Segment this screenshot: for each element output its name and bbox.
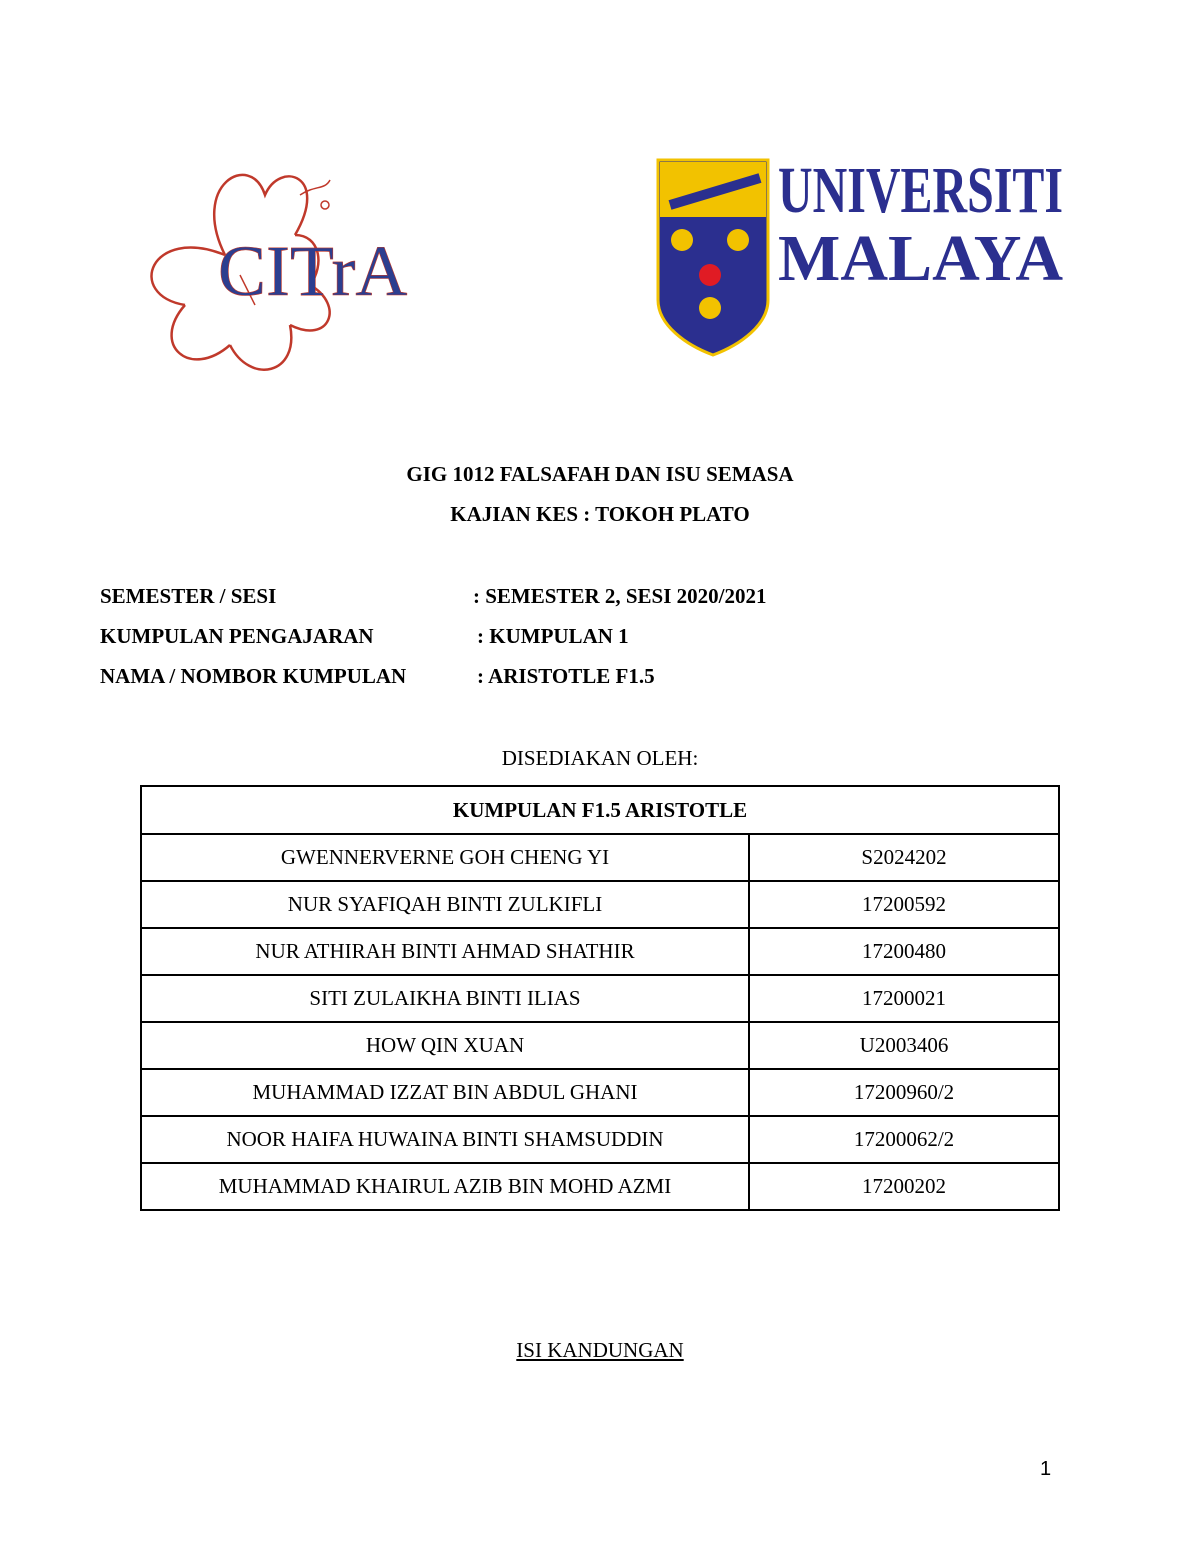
table-row (141, 834, 1059, 881)
member-name: MUHAMMAD IZZAT BIN ABDUL GHANI (141, 1069, 749, 1116)
universiti-malaya-logo (650, 150, 1070, 360)
info-label: KUMPULAN PENGAJARAN (100, 624, 374, 648)
course-title: GIG 1012 FALSAFAH DAN ISU SEMASA (406, 462, 794, 486)
members-table (140, 785, 1060, 1211)
member-id: 17200021 (749, 975, 1059, 1022)
info-label: NAMA / NOMBOR KUMPULAN (100, 664, 407, 688)
member-id: 17200480 (749, 928, 1059, 975)
table-row (141, 1022, 1059, 1069)
member-name: HOW QIN XUAN (141, 1022, 749, 1069)
member-name: SITI ZULAIKHA BINTI ILIAS (141, 975, 749, 1022)
member-name: GWENNERVERNE GOH CHENG YI (141, 834, 749, 881)
member-id: S2024202 (749, 834, 1059, 881)
info-value: : KUMPULAN 1 (477, 624, 629, 648)
member-name: NUR SYAFIQAH BINTI ZULKIFLI (141, 881, 749, 928)
info-label: SEMESTER / SESI (100, 584, 277, 608)
table-row (141, 928, 1059, 975)
member-id: 17200062/2 (749, 1116, 1059, 1163)
um-line2: MALAYA (778, 222, 1063, 295)
member-name: MUHAMMAD KHAIRUL AZIB BIN MOHD AZMI (141, 1163, 749, 1210)
toc-heading: ISI KANDUNGAN (516, 1338, 684, 1362)
member-id: 17200202 (749, 1163, 1059, 1210)
table-title: KUMPULAN F1.5 ARISTOTLE (141, 786, 1059, 834)
table-row (141, 1116, 1059, 1163)
member-id: U2003406 (749, 1022, 1059, 1069)
table-row (141, 1069, 1059, 1116)
table-row (141, 881, 1059, 928)
table-row (141, 975, 1059, 1022)
table-row (141, 1163, 1059, 1210)
page-number: 1 (1040, 1458, 1052, 1480)
citra-logo (130, 155, 450, 380)
um-line1: UNIVERSITI (778, 154, 1063, 227)
case-study-title: KAJIAN KES : TOKOH PLATO (450, 502, 750, 526)
info-value: : SEMESTER 2, SESI 2020/2021 (473, 584, 767, 608)
member-name: NOOR HAIFA HUWAINA BINTI SHAMSUDDIN (141, 1116, 749, 1163)
um-crest-icon (658, 160, 768, 355)
prepared-by: DISEDIAKAN OLEH: (501, 746, 699, 770)
info-value: : ARISTOTLE F1.5 (477, 664, 655, 688)
member-name: NUR ATHIRAH BINTI AHMAD SHATHIR (141, 928, 749, 975)
citra-logo-text: CITrA (218, 231, 408, 311)
table-header-row (141, 786, 1059, 834)
member-id: 17200960/2 (749, 1069, 1059, 1116)
member-id: 17200592 (749, 881, 1059, 928)
toc-section (0, 1338, 1200, 1363)
